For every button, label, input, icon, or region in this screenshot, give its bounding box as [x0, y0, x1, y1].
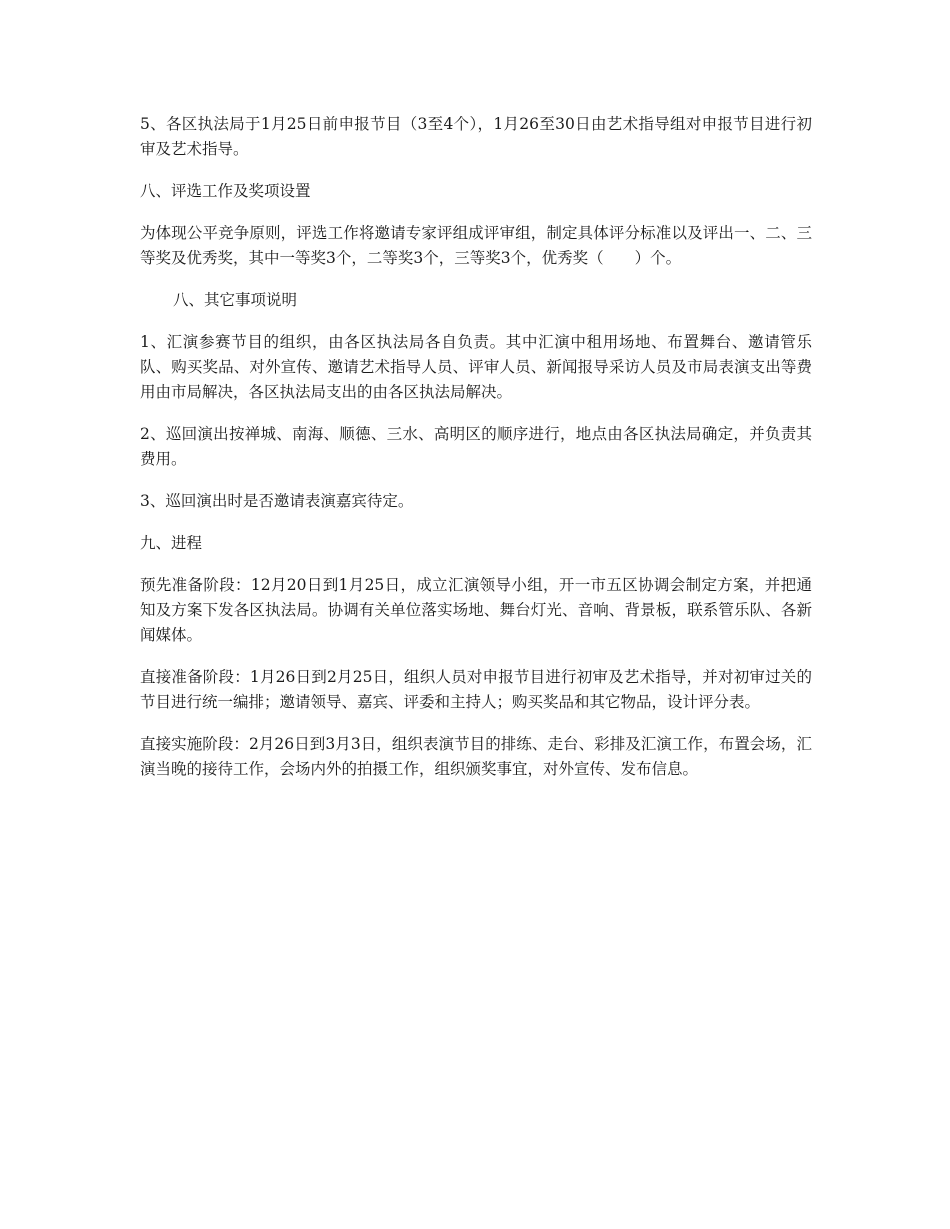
document-body	[140, 112, 812, 799]
paragraph-guest-performers: 3、巡回演出时是否邀请表演嘉宾待定。	[140, 492, 414, 510]
paragraph-tour-order: 2、巡回演出按禅城、南海、顺德、三水、高明区的顺序进行，地点由各区执法局确定，并负责其费用。	[140, 425, 812, 468]
paragraph-organization-costs: 1、汇演参赛节目的组织，由各区执法局各自负责。其中汇演中租用场地、布置舞台、邀请管乐队、购买奖品、对外宣传、邀请艺术指导人员、评审人员、新闻报导采访人员及市局表演支出等费用由市局解决，各区执法局支出的由各区执法局解决。	[140, 333, 812, 401]
paragraph-preliminary-stage: 预先准备阶段：12月20日到1月25日，成立汇演领导小组，开一市五区协调会制定方案，并把通知及方案下发各区执法局。协调有关单位落实场地、舞台灯光、音响、背景板，联系管乐队、各新闻媒体。	[140, 576, 812, 644]
paragraph-submission-deadline: 5、各区执法局于1月25日前申报节目（3至4个），1月26至30日由艺术指导组对申报节目进行初审及艺术指导。	[140, 115, 812, 158]
paragraph-selection-rules: 为体现公平竞争原则，评选工作将邀请专家评组成评审组，制定具体评分标准以及评出一、二、三等奖及优秀奖，其中一等奖3个，二等奖3个，三等奖3个，优秀奖（ ）个。	[140, 224, 812, 267]
heading-other-matters: 八、其它事项说明	[173, 291, 298, 309]
paragraph-direct-preparation-stage: 直接准备阶段：1月26日到2月25日，组织人员对申报节目进行初审及艺术指导，并对初审过关的节目进行统一编排；邀请领导、嘉宾、评委和主持人；购买奖品和其它物品，设计评分表。	[140, 668, 812, 711]
heading-schedule: 九、进程	[140, 534, 203, 552]
paragraph-implementation-stage: 直接实施阶段：2月26日到3月3日，组织表演节目的排练、走台、彩排及汇演工作，布置会场，汇演当晚的接待工作，会场内外的拍摄工作，组织颁奖事宜，对外宣传、发布信息。	[140, 735, 812, 778]
heading-selection-awards: 八、评选工作及奖项设置	[140, 182, 311, 200]
